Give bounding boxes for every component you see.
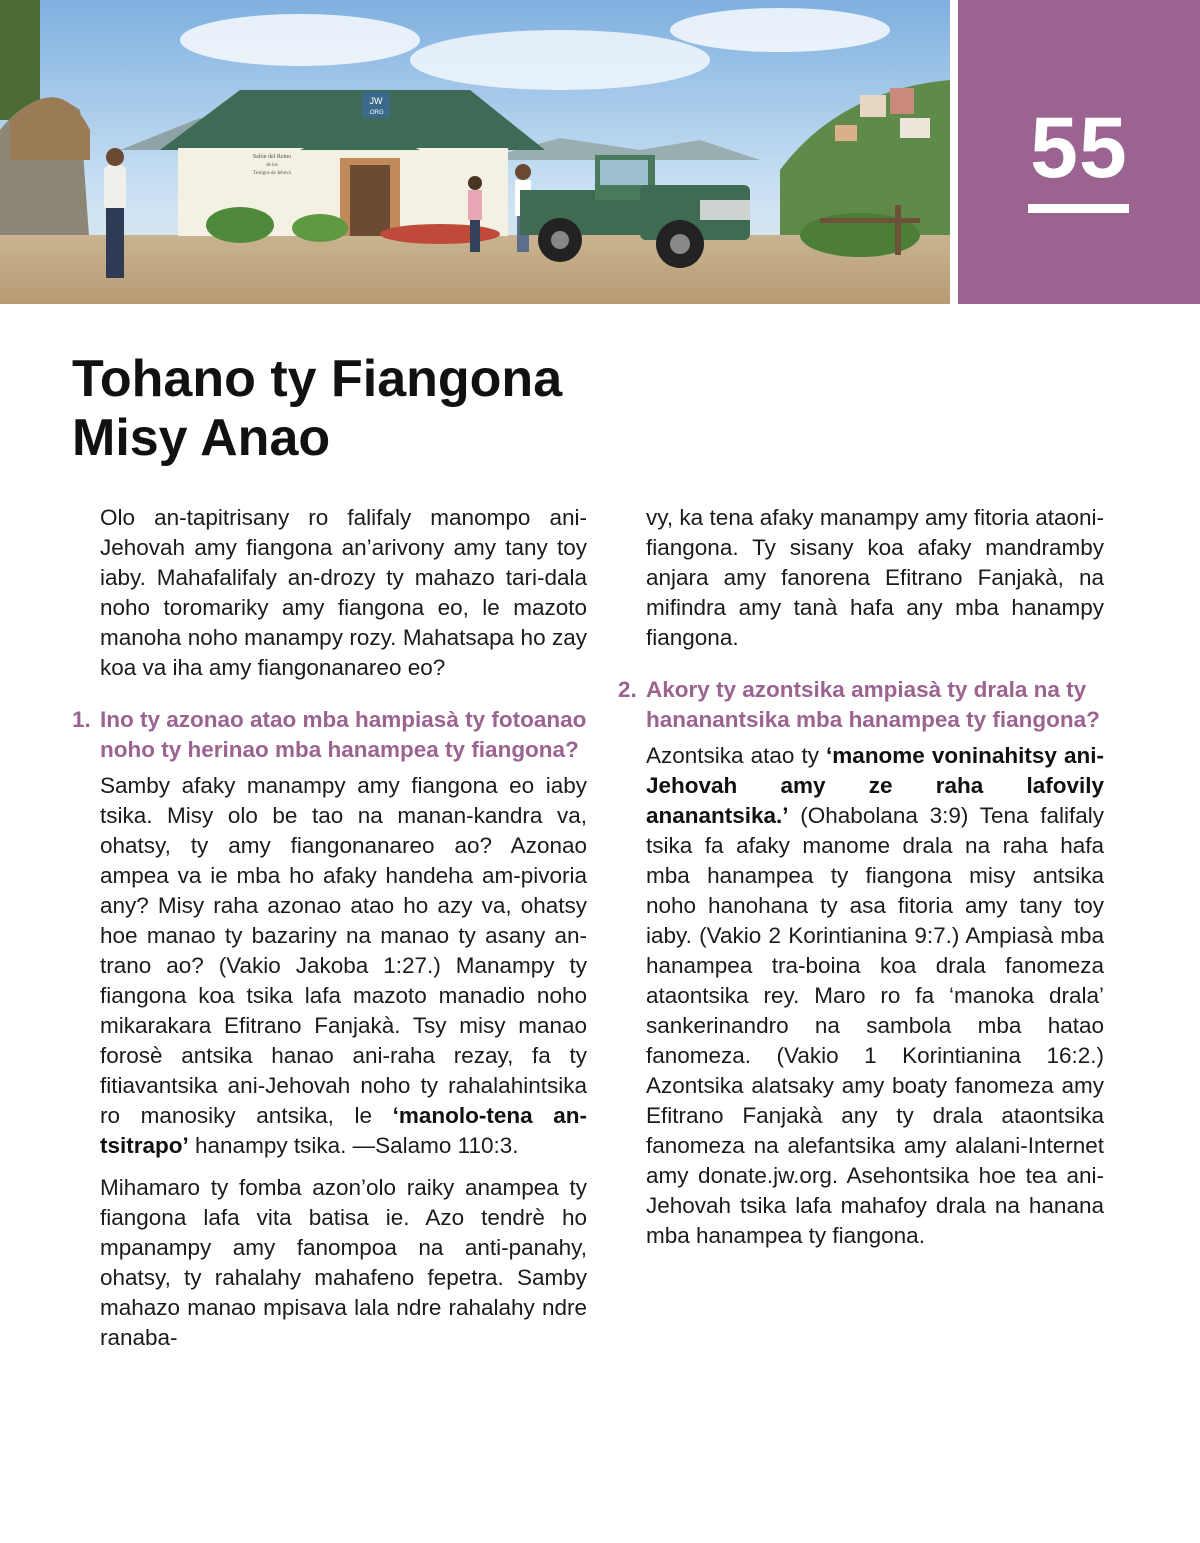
left-column — [72, 503, 587, 1365]
question-2-text: Akory ty azontsika ampiasà ty drala na ty hananantsika mba hanampea ty fiangona? — [646, 677, 1100, 732]
continuation-paragraph: vy, ka tena afaky manampy amy fitoria ataoni-fiangona. Ty sisany koa afaky mandramby anjara amy fanorena Efitrano Fanjakà, na mifindra amy tanà hafa any mba hanampy fiangona. — [646, 505, 1104, 650]
svg-text:Salón del Reino: Salón del Reino — [252, 154, 292, 160]
svg-text:JW: JW — [369, 96, 383, 106]
question-1-number: 1. — [72, 707, 91, 732]
answer-2-bold: ‘manome voninahitsy ani-Jehovah amy ze raha lafovily ananantsika.’ — [646, 743, 1104, 828]
answer-1-paragraph-1 — [100, 771, 587, 1161]
answer-2-text-a: Azontsika atao ty — [646, 743, 827, 768]
question-1 — [72, 705, 587, 765]
lesson-title — [72, 350, 562, 468]
question-2-number: 2. — [618, 677, 637, 702]
svg-text:.ORG: .ORG — [368, 110, 384, 116]
answer-1-text-b: hanampy tsika. —Salamo 110:3. — [188, 1133, 519, 1158]
title-line-2: Misy Anao — [72, 409, 331, 467]
title-line-1: Tohano ty Fiangona — [72, 350, 563, 408]
lesson-number: 55 — [1030, 100, 1128, 196]
answer-2-text-b: (Ohabolana 3:9) Tena falifaly tsika fa afaky manome drala na raha hafa mba hanampea ty fiangona misy antsika noho hanohana ty asa fitoria amy tany toy iaby. (Vakio 2 Korintianina 9:7.) Ampiasà mba hanampea tra-boina koa drala fanomeza ataontsika rey. Maro ro fa ‘manoka drala’ sankerinandro na sambola mba hatao fanomeza. (Vakio 1 Korintianina 16:2.) Azontsika alatsaky amy boaty fanomeza amy Efitrano Fanjakà any ty drala ataontsika fanomeza na alefantsika amy alalani-Internet amy donate.jw.org. Asehontsika hoe tea ani-Jehovah tsika lafa mahafoy drala na hanana mba hanampea ty fiangona. — [646, 803, 1104, 1248]
answer-1-text-a: Samby afaky manampy amy fiangona eo iaby tsika. Misy olo be tao na manan-kandra va, ohatsy, ty amy fiangonanareo ao? Azonao ampea va ie mba ho afaky handeha am-pivoria any? Misy raha azonao atao ho azy va, ohatsy hoe manao ty bazariny na manao ty asany an-trano ao? (Vakio Jakoba 1:27.) Manampy ty fiangona koa tsika lafa mazoto manadio noho mikarakara Efitrano Fanjakà. Tsy misy manao forosè antsika hanao ani-raha rezay, fa ty fitiavantsika ani-Jehovah noho ty rahalahintsika ro manosiky antsika, le — [100, 773, 587, 1128]
question-2 — [618, 675, 1104, 735]
answer-1-paragraph-2: Mihamaro ty fomba azon’olo raiky anampea ty fiangona lafa vita batisa ie. Azo tendrè ho mpanampy amy fanompoa na anti-panahy, ohatsy, ty rahalahy mahafeno fepetra. Samby mahazo manao mpisava lala ndre rahalahy ndre ranaba- — [100, 1175, 587, 1350]
intro-paragraph: Olo an-tapitrisany ro falifaly manompo ani-Jehovah amy fiangona an’arivony amy tany toy iaby. Mahafalifaly an-drozy ty mahazo tari-dala noho toromariky amy fiangona eo, le mazoto manoha noho manampy rozy. Mahatsapa ho zay koa va iha amy fiangonanareo eo? — [100, 505, 587, 680]
right-column — [618, 503, 1104, 1263]
question-1-text: Ino ty azonao atao mba hampiasà ty fotoanao noho ty herinao mba hanampea ty fiangona? — [100, 707, 587, 762]
lesson-number-underline — [1028, 204, 1129, 213]
kingdom-hall-scene — [0, 0, 950, 304]
answer-2-paragraph — [646, 741, 1104, 1251]
header-illustration — [0, 0, 950, 304]
answer-1-bold: ‘manolo-tena an-tsitrapo’ — [100, 1103, 587, 1158]
lesson-number-box — [958, 0, 1200, 304]
svg-text:Testigos de Jehová: Testigos de Jehová — [253, 171, 291, 176]
svg-text:de los: de los — [266, 163, 278, 168]
